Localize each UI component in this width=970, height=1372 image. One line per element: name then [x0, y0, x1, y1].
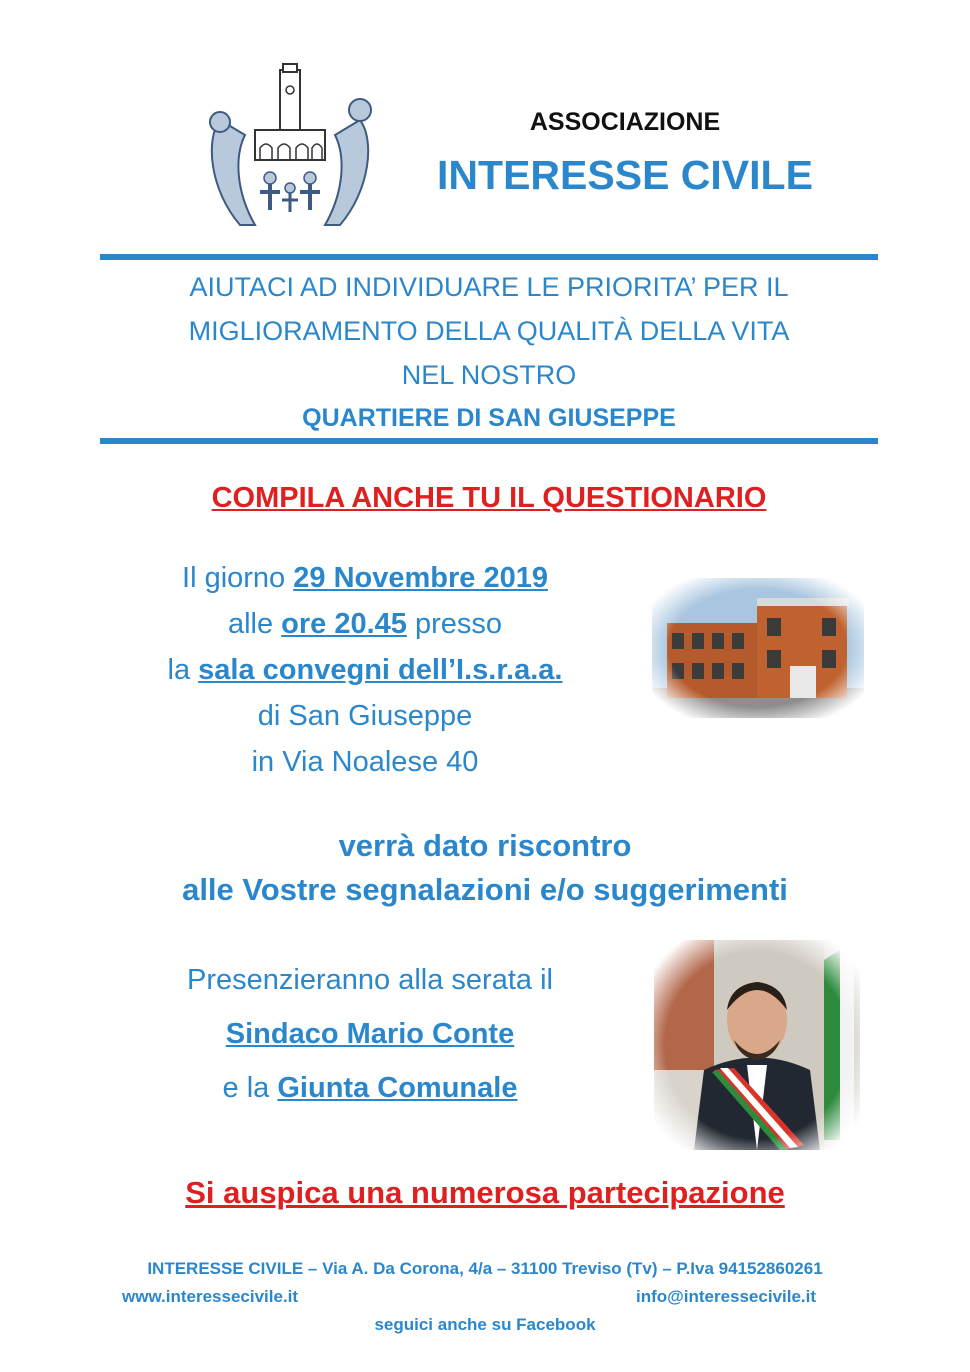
event-time-suffix: presso — [406, 608, 503, 640]
event-address: in Via Noalese 40 — [251, 746, 479, 778]
mayor-photo — [654, 940, 860, 1150]
association-logo-icon — [200, 60, 380, 235]
footer-address: INTERESSE CIVILE – Via A. Da Corona, 4/a – 31100 Treviso (Tv) – P.Iva 94152860261 — [147, 1259, 823, 1278]
closing-message: Si auspica una numerosa partecipazione — [185, 1175, 785, 1210]
presence-line: Presenzieranno alla serata il — [187, 964, 553, 996]
event-time: ore 20.45 — [281, 608, 407, 640]
organization-name: INTERESSE CIVILE — [437, 152, 813, 198]
intro-line-2: MIGLIORAMENTO DELLA QUALITÀ DELLA VITA — [188, 316, 790, 346]
event-venue-prefix: la — [167, 654, 199, 686]
mayor-name — [80, 1018, 660, 1051]
event-date-line — [100, 562, 630, 595]
council-name: Giunta Comunale — [277, 1072, 518, 1104]
questionnaire-call-to-action: COMPILA ANCHE TU IL QUESTIONARIO — [211, 482, 767, 514]
building-photo — [652, 578, 864, 718]
council-line — [80, 1072, 660, 1105]
event-time-prefix: alle — [227, 608, 282, 640]
mayor-name-text: Sindaco Mario Conte — [225, 1018, 515, 1050]
event-time-line — [100, 608, 630, 641]
response-line-1: verrà dato riscontro — [338, 828, 632, 863]
event-date-prefix: Il giorno — [182, 562, 294, 594]
council-prefix: e la — [222, 1072, 278, 1104]
event-venue: sala convegni dell’I.s.r.a.a. — [198, 654, 563, 686]
footer-website-link[interactable]: www.interessecivile.it — [122, 1287, 299, 1306]
footer-email-link[interactable]: info@interessecivile.it — [636, 1287, 817, 1306]
footer-facebook: seguici anche su Facebook — [374, 1315, 596, 1334]
event-location: di San Giuseppe — [257, 700, 473, 732]
intro-line-1: AIUTACI AD INDIVIDUARE LE PRIORITA’ PER IL — [189, 272, 789, 302]
intro-line-3: NEL NOSTRO — [401, 360, 577, 390]
top-divider — [100, 254, 878, 260]
neighborhood-title: QUARTIERE DI SAN GIUSEPPE — [302, 404, 676, 432]
association-label: ASSOCIAZIONE — [529, 108, 721, 136]
response-line-2: alle Vostre segnalazioni e/o suggerimenti — [182, 872, 788, 907]
bottom-divider — [100, 438, 878, 444]
event-venue-line — [100, 654, 630, 687]
event-date: 29 Novembre 2019 — [293, 562, 548, 594]
